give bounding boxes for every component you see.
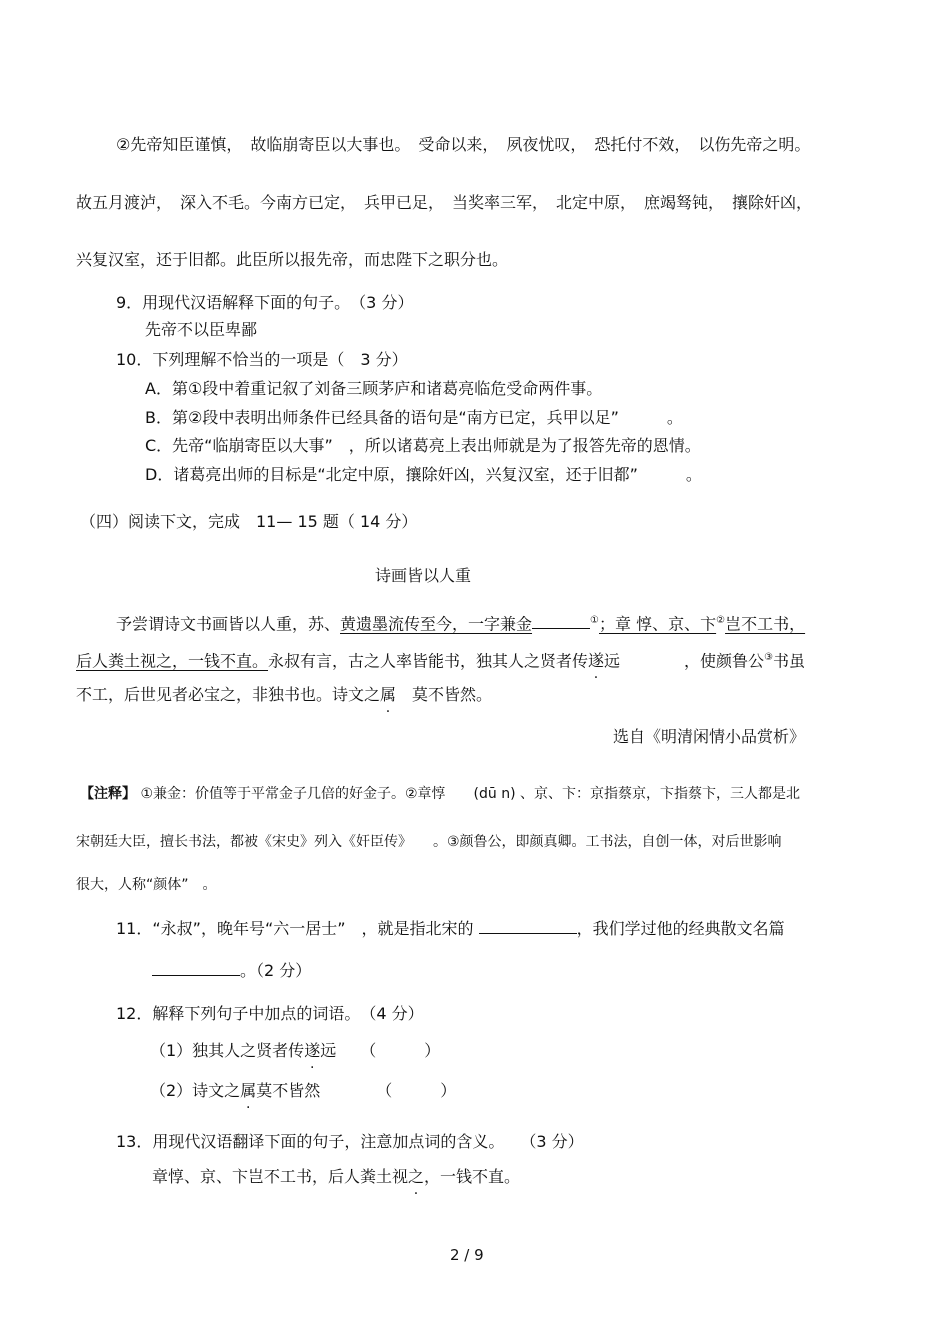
essay-text: 不工，后世见者必宝之，非独书也。诗文之 — [76, 685, 381, 704]
q13-text-part: ，一钱不直。 — [424, 1167, 521, 1186]
passage-line-3: 兴复汉室，还于旧都。此臣所以报先帝，而忠陛下之职分也。 — [76, 250, 509, 269]
underlined-text: 岂不工书， — [725, 614, 806, 634]
essay-para-line-2 — [76, 648, 805, 671]
note-ref-1: ① — [590, 615, 599, 626]
section-heading: （四）阅读下文，完成 11— 15 题（ 14 分） — [80, 512, 418, 531]
q12-item-text: 莫不皆然 （ ） — [256, 1081, 457, 1100]
essay-text: 书虽 — [773, 651, 806, 671]
dotted-word: 遂 — [588, 651, 605, 671]
q11-blank-1[interactable] — [479, 919, 577, 934]
dotted-word: 之 — [408, 1167, 425, 1186]
q11-stem: 11．“永叔”，晚年号“六一居士” ，就是指北宋的 — [116, 919, 474, 938]
note-ref-2: ② — [716, 615, 726, 626]
dotted-word: 属 — [240, 1081, 257, 1100]
essay-source: 选自《明清闲情小品赏析》 — [613, 727, 806, 746]
dotted-word: 遂 — [304, 1041, 321, 1060]
q12-item-text: （1）独其人之贤者传 — [150, 1041, 305, 1060]
q10-option-b: B．第②段中表明出师条件已经具备的语句是“南方已定，兵甲以足” 。 — [145, 408, 683, 427]
q13-text — [152, 1167, 520, 1187]
essay-text: 永叔有言，古之人率皆能书，独其人之贤者传 — [268, 651, 589, 671]
notes-text: ①兼金：价值等于平常金子几倍的好金子。②章惇 (dū n) 、京、卞：京指蔡京，卞指蔡卞，三人都是北 — [140, 786, 801, 802]
q12-item-text: （2）诗文之 — [150, 1081, 241, 1100]
underline-gap — [532, 614, 590, 629]
passage-line-2: 故五月渡泸， 深入不毛。今南方已定， 兵甲已足， 当奖率三军， 北定中原， 庶竭驽钝， 攘除奸凶， — [76, 193, 813, 212]
q9-stem: 9．用现代汉语解释下面的句子。 （3 分） — [116, 293, 414, 312]
q10-stem: 10．下列理解不恰当的一项是（ 3 分） — [116, 350, 408, 369]
essay-text: 远 ，使颜鲁公 — [604, 651, 765, 671]
note-ref-3: ③ — [764, 652, 774, 663]
q11-line-1 — [116, 919, 785, 939]
notes-label: 【注释】 — [80, 786, 136, 802]
q10-option-a: A．第①段中着重记叙了刘备三顾茅庐和诸葛亮临危受命两件事。 — [145, 379, 603, 398]
dotted-word: 属 — [380, 685, 397, 704]
q10-option-c: C．先帝“临崩寄臣以大事” ，所以诸葛亮上表出师就是为了报答先帝的恩情。 — [145, 436, 701, 455]
essay-title: 诗画皆以人重 — [375, 566, 472, 585]
essay-text: 莫不皆然。 — [396, 685, 493, 704]
q12-item-1 — [150, 1041, 440, 1061]
essay-para-line-1 — [116, 611, 805, 634]
q12-item-2 — [150, 1081, 456, 1101]
underlined-text: 黄遗墨流传至今，一字兼金 — [340, 614, 533, 634]
q12-stem: 12．解释下列句子中加点的词语。 （4 分） — [116, 1004, 424, 1023]
notes-line-2: 宋朝廷大臣，擅长书法，都被《宋史》列入《奸臣传》 。③颜鲁公，即颜真卿。工书法，自创一体，对后世影响 — [76, 834, 782, 850]
q13-text-part: 章惇、京、卞岂不工书，后人粪土视 — [152, 1167, 409, 1186]
essay-text: 予尝谓诗文书画皆以人重，苏、 — [116, 614, 341, 634]
underlined-text: 后人粪土视之，一钱不直。 — [76, 651, 269, 671]
passage-line-1: ②先帝知臣谨慎， 故临崩寄臣以大事也。 受命以来， 夙夜忧叹， 恐托付不效， 以伤先帝之明。 — [116, 135, 811, 154]
q11-stem: ，我们学过他的经典散文名篇 — [576, 919, 785, 938]
underlined-text: ；章 惇、京、卞 — [599, 614, 717, 634]
q11-stem: 。（2 分） — [240, 961, 312, 980]
notes-line-1 — [80, 784, 800, 804]
essay-para-line-3 — [76, 685, 492, 705]
q13-stem: 13．用现代汉语翻译下面的句子，注意加点词的含义。 （3 分） — [116, 1132, 584, 1151]
q9-text: 先帝不以臣卑鄙 — [145, 320, 258, 339]
notes-line-3: 很大，人称“颜体” 。 — [76, 877, 217, 893]
q12-item-text: 远 （ ） — [320, 1041, 441, 1060]
q10-option-d: D．诸葛亮出师的目标是“北定中原，攘除奸凶，兴复汉室，还于旧都” 。 — [145, 465, 702, 484]
page-number: 2 / 9 — [450, 1246, 484, 1264]
q11-blank-2[interactable] — [152, 961, 240, 976]
q11-line-2 — [152, 961, 311, 981]
